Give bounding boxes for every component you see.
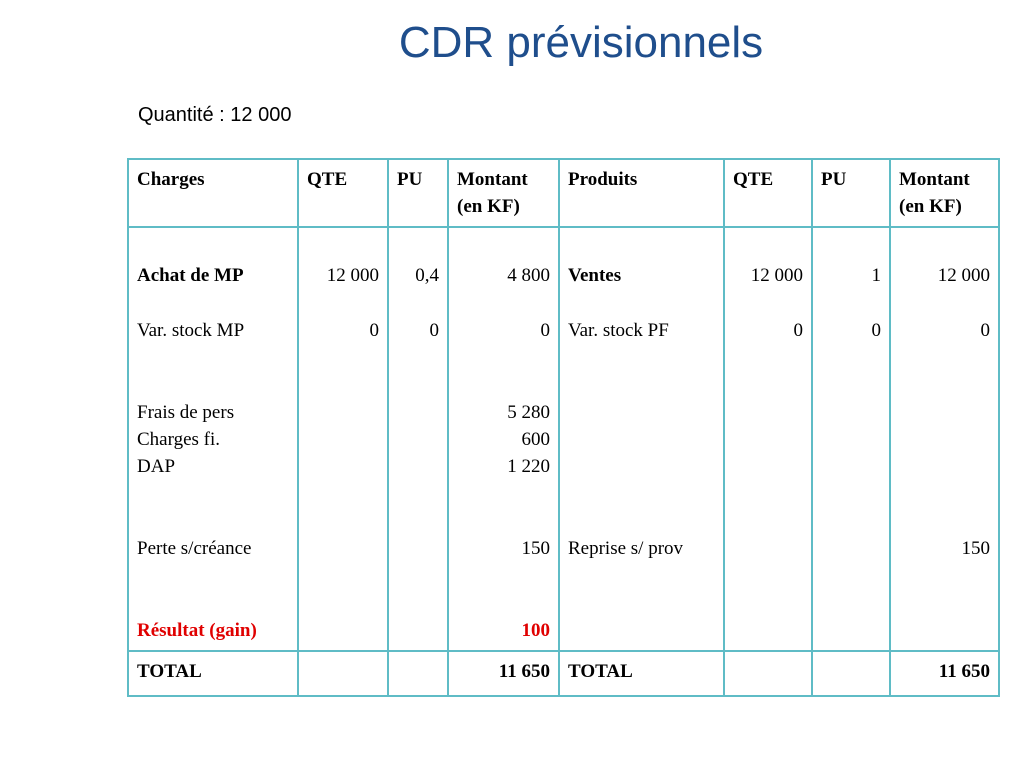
- produit-montant: 12 000: [937, 265, 990, 286]
- result-label: Résultat (gain): [137, 620, 257, 641]
- produit-montant: 0: [980, 320, 990, 341]
- charge-label: Perte s/créance: [137, 538, 252, 559]
- charge-label: Frais de pers: [137, 402, 235, 423]
- header-qte-charges: QTE: [298, 159, 388, 227]
- header-pu-charges: PU: [388, 159, 448, 227]
- page-title: CDR prévisionnels: [398, 18, 764, 67]
- header-charges: Charges: [128, 159, 298, 227]
- total-produits-label: TOTAL: [559, 651, 724, 696]
- header-montant-produits: Montant (en KF): [890, 159, 999, 227]
- header-qte-produits: QTE: [724, 159, 812, 227]
- charge-montant: 5 280: [507, 402, 550, 423]
- charges-montant-cell: [448, 227, 559, 651]
- charge-montant: 150: [521, 538, 550, 559]
- charge-label: Achat de MP: [137, 265, 244, 286]
- charge-montant: 4 800: [507, 265, 550, 286]
- charge-pu: 0,4: [415, 265, 439, 286]
- produits-qte-cell: [724, 227, 812, 651]
- produit-montant: 150: [961, 538, 990, 559]
- charge-montant: 0: [540, 320, 550, 341]
- charge-qte: 0: [369, 320, 379, 341]
- header-pu-produits: PU: [812, 159, 890, 227]
- produit-qte: 0: [793, 320, 803, 341]
- result-montant: 100: [521, 620, 550, 641]
- total-charges-label: TOTAL: [128, 651, 298, 696]
- produit-pu: 1: [871, 265, 881, 286]
- produits-pu-cell: [812, 227, 890, 651]
- charges-label-cell: [128, 227, 298, 651]
- charge-qte: 12 000: [326, 265, 379, 286]
- produit-label: Var. stock PF: [568, 320, 669, 341]
- charge-label: DAP: [137, 456, 176, 477]
- table-body-row: [128, 227, 999, 651]
- produit-pu: 0: [871, 320, 881, 341]
- charges-qte-cell: [298, 227, 388, 651]
- charge-montant: 600: [521, 429, 550, 450]
- quantity-label: Quantité : 12 000: [138, 104, 292, 126]
- charges-pu-cell: [388, 227, 448, 651]
- header-produits: Produits: [559, 159, 724, 227]
- header-montant-charges: Montant (en KF): [448, 159, 559, 227]
- total-produits-montant: 11 650: [890, 651, 999, 696]
- charge-pu: 0: [429, 320, 439, 341]
- total-charges-montant: 11 650: [448, 651, 559, 696]
- total-row: [128, 651, 999, 696]
- produit-label: Reprise s/ prov: [568, 538, 684, 559]
- charge-label: Charges fi.: [137, 429, 221, 450]
- table-header-row: [128, 159, 999, 227]
- produits-montant-cell: [890, 227, 999, 651]
- charge-montant: 1 220: [507, 456, 550, 477]
- produit-qte: 12 000: [750, 265, 803, 286]
- produit-label: Ventes: [568, 265, 622, 286]
- cdr-table: [127, 158, 1000, 697]
- charge-label: Var. stock MP: [137, 320, 245, 341]
- produits-label-cell: [559, 227, 724, 651]
